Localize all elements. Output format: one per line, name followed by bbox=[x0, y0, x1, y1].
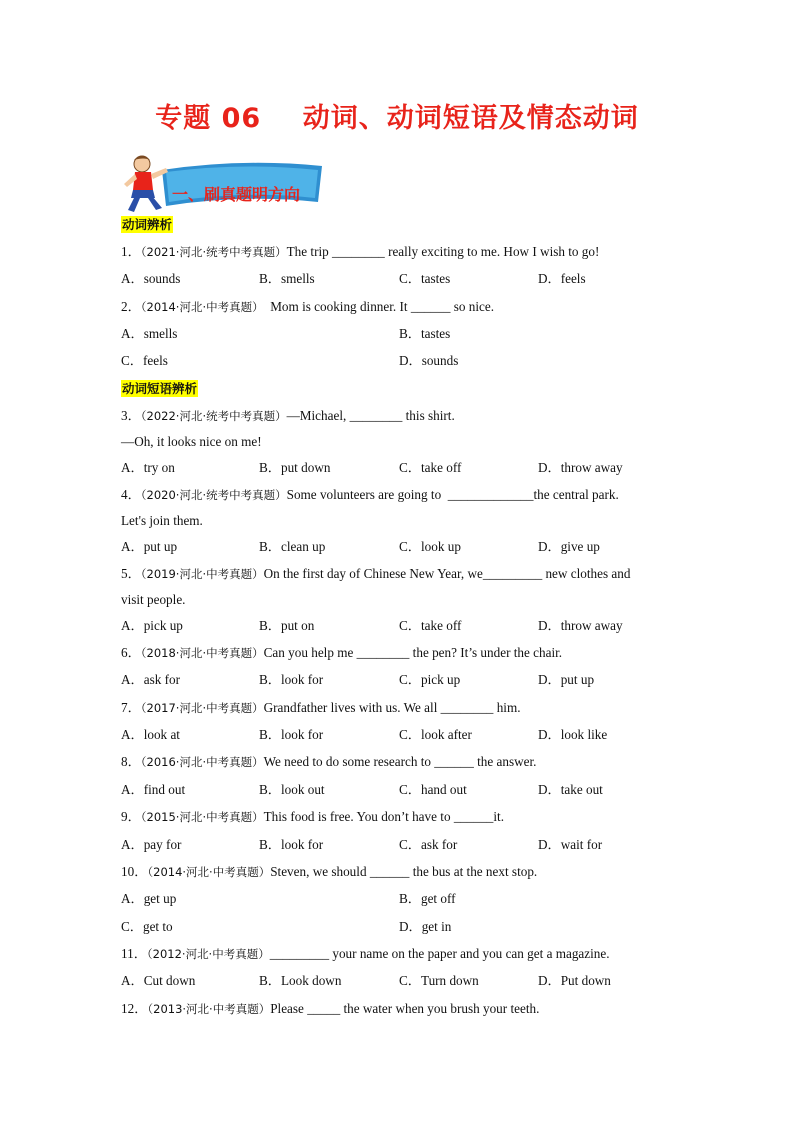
section-heading-phrase-distinction: 动词短语辨析 bbox=[122, 381, 198, 396]
question-7-option-d[interactable]: D．look like bbox=[538, 727, 608, 742]
question-11-option-d[interactable]: D．Put down bbox=[538, 973, 611, 988]
question-3: 3．（2022·河北·统考中考真题）—Michael, ________ this shirt. bbox=[121, 408, 455, 423]
question-6-option-b[interactable]: B．look for bbox=[259, 672, 324, 687]
page-title: 专题 06 动词、动词短语及情态动词 bbox=[155, 103, 639, 134]
question-3-option-d[interactable]: D．throw away bbox=[538, 460, 623, 475]
question-10: 10．（2014·河北·中考真题）Steven, we should ______ the bus at the next stop. bbox=[121, 864, 538, 879]
question-7-option-c[interactable]: C．look after bbox=[399, 727, 472, 742]
question-4-option-b[interactable]: B．clean up bbox=[259, 539, 326, 554]
question-8-option-a[interactable]: A．find out bbox=[121, 782, 186, 797]
question-6-option-d[interactable]: D．put up bbox=[538, 672, 595, 687]
question-10-option-b[interactable]: B．get off bbox=[399, 891, 456, 906]
question-5-option-d[interactable]: D．throw away bbox=[538, 618, 623, 633]
question-5-option-a[interactable]: A．pick up bbox=[121, 618, 183, 633]
question-1-option-c[interactable]: C．tastes bbox=[399, 271, 451, 286]
question-8-option-c[interactable]: C．hand out bbox=[399, 782, 467, 797]
question-6: 6．（2018·河北·中考真题）Can you help me ________ the pen? It’s under the chair. bbox=[121, 645, 563, 660]
question-5: 5．（2019·河北·中考真题）On the first day of Chinese New Year, we_________ new clothes and bbox=[121, 566, 631, 581]
question-10-option-c[interactable]: C．get to bbox=[121, 919, 173, 934]
question-9-option-d[interactable]: D．wait for bbox=[538, 837, 603, 852]
question-8-option-b[interactable]: B．look out bbox=[259, 782, 325, 797]
question-11-option-a[interactable]: A．Cut down bbox=[121, 973, 196, 988]
question-4: 4．（2020·河北·统考中考真题）Some volunteers are going to _____________the central park. bbox=[121, 487, 619, 502]
question-10-option-a[interactable]: A．get up bbox=[121, 891, 177, 906]
banner-title: 一、刷真题明方向 bbox=[172, 185, 301, 204]
question-9-option-b[interactable]: B．look for bbox=[259, 837, 324, 852]
question-7: 7．（2017·河北·中考真题）Grandfather lives with us. We all ________ him. bbox=[121, 700, 521, 715]
question-11: 11．（2012·河北·中考真题）_________ your name on the paper and you can get a magazine. bbox=[121, 946, 610, 961]
question-8: 8．（2016·河北·中考真题）We need to do some research to ______ the answer. bbox=[121, 754, 537, 769]
question-4-option-d[interactable]: D．give up bbox=[538, 539, 600, 554]
question-2-option-c[interactable]: C．feels bbox=[121, 353, 168, 368]
question-5-option-c[interactable]: C．take off bbox=[399, 618, 462, 633]
question-7-option-b[interactable]: B．look for bbox=[259, 727, 324, 742]
question-11-option-b[interactable]: B．Look down bbox=[259, 973, 342, 988]
question-2-option-d[interactable]: D．sounds bbox=[399, 353, 459, 368]
question-8-option-d[interactable]: D．take out bbox=[538, 782, 603, 797]
question-11-option-c[interactable]: C．Turn down bbox=[399, 973, 479, 988]
question-2: 2．（2014·河北·中考真题） Mom is cooking dinner. It ______ so nice. bbox=[121, 299, 495, 314]
question-7-option-a[interactable]: A．look at bbox=[121, 727, 180, 742]
question-1-option-d[interactable]: D．feels bbox=[538, 271, 586, 286]
question-6-option-a[interactable]: A．ask for bbox=[121, 672, 180, 687]
question-2-option-b[interactable]: B．tastes bbox=[399, 326, 451, 341]
question-4-option-a[interactable]: A．put up bbox=[121, 539, 178, 554]
question-2-option-a[interactable]: A．smells bbox=[121, 326, 178, 341]
question-5-line-2: visit people. bbox=[121, 592, 186, 607]
question-3-option-a[interactable]: A．try on bbox=[121, 460, 175, 475]
question-3-option-b[interactable]: B．put down bbox=[259, 460, 331, 475]
question-9-option-a[interactable]: A．pay for bbox=[121, 837, 182, 852]
question-1: 1．（2021·河北·统考中考真题）The trip ________ really exciting to me. How I wish to go! bbox=[121, 244, 600, 259]
question-4-line-2: Let's join them. bbox=[121, 513, 203, 528]
question-5-option-b[interactable]: B．put on bbox=[259, 618, 315, 633]
question-3-option-c[interactable]: C．take off bbox=[399, 460, 462, 475]
question-6-option-c[interactable]: C．pick up bbox=[399, 672, 461, 687]
question-12: 12．（2013·河北·中考真题）Please _____ the water when you brush your teeth. bbox=[121, 1001, 540, 1016]
question-1-option-a[interactable]: A．sounds bbox=[121, 271, 181, 286]
question-3-line-2: —Oh, it looks nice on me! bbox=[121, 434, 262, 449]
question-9: 9．（2015·河北·中考真题）This food is free. You don’t have to ______it. bbox=[121, 809, 505, 824]
question-9-option-c[interactable]: C．ask for bbox=[399, 837, 458, 852]
question-4-option-c[interactable]: C．look up bbox=[399, 539, 461, 554]
question-1-option-b[interactable]: B．smells bbox=[259, 271, 315, 286]
section-heading-verb-distinction: 动词辨析 bbox=[122, 217, 173, 232]
question-10-option-d[interactable]: D．get in bbox=[399, 919, 452, 934]
